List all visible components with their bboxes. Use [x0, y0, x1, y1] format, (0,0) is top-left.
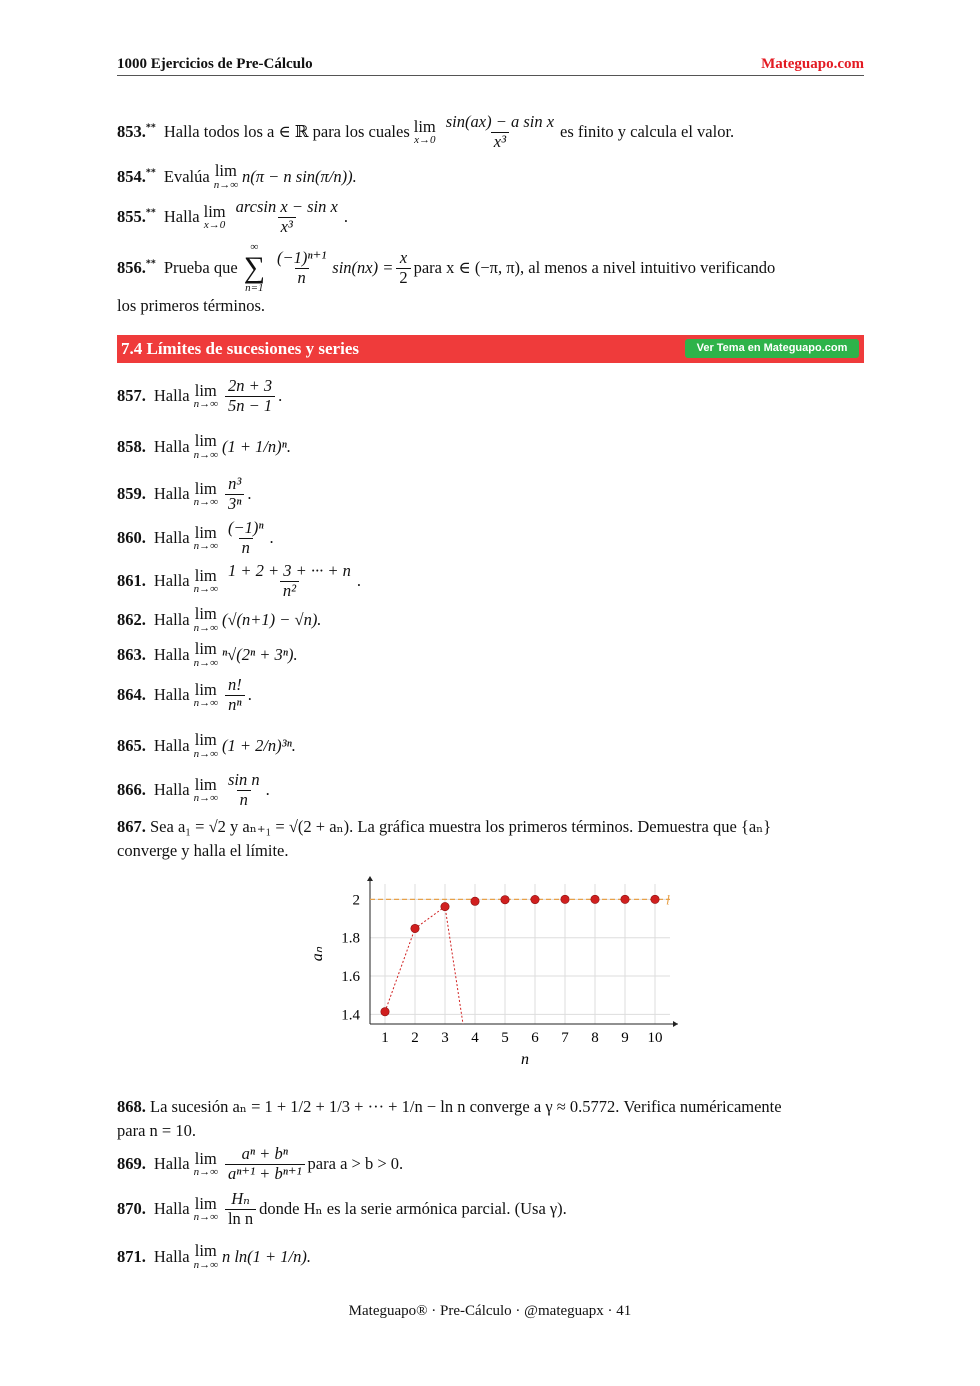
limit-operator: lim n→∞	[193, 639, 218, 669]
x-tick-label: 9	[621, 1030, 629, 1046]
limit-operator: lim n→∞	[193, 774, 218, 805]
x-tick-label: 3	[441, 1030, 449, 1046]
y-axis-label: aₙ	[309, 946, 326, 962]
exercise-857: 857. Halla lim n→∞ $\frac{2n + 3}{5n - 1}$ .	[117, 376, 283, 415]
fraction: $\frac{\text{n³}}{\text{3ⁿ}}$	[225, 475, 244, 514]
limit-operator: lim x→0	[203, 201, 226, 232]
fraction: $\frac{2n + 3}{5n - 1}$	[225, 377, 275, 416]
exercise-number: 853.**	[117, 122, 156, 142]
exercise-868: 868. La sucesión aₙ = 1 + 1/2 + 1/3 + ··· + 1/n − ln n converge a γ ≈ 0.5772. Verifica numéricamente para n = 10.	[117, 1097, 782, 1140]
exercise-863: 863. Halla lim n→∞ ⁿ√(2ⁿ + 3ⁿ).	[117, 639, 298, 669]
y-tick-label: 1.4	[341, 1007, 360, 1024]
fraction: $\frac{\text{aⁿ + bⁿ}}{\text{aⁿ⁺¹ + bⁿ⁺¹}}$	[225, 1145, 305, 1184]
fraction: $\frac{\text{sin n}}{n}$	[227, 770, 260, 809]
exercise-text: Halla todos los a ∈ ℝ para los cuales	[163, 122, 410, 142]
limit-operator: lim n→∞	[193, 604, 218, 634]
exercise-number: 856.**	[117, 258, 156, 277]
data-point	[501, 896, 509, 904]
x-tick-label: 2	[411, 1030, 419, 1046]
data-point	[531, 895, 539, 903]
expression: n ln(1 + 1/n).	[221, 1246, 311, 1266]
fraction: $\frac{\text{sin(ax) − a sin x}}{\text{x³}}$	[445, 112, 555, 151]
fraction: $\frac{\text{(−1)ⁿ⁺¹}}{n}$	[277, 247, 327, 287]
limit-operator: lim n→∞	[193, 380, 218, 411]
exercise-861: 861. Halla lim n→∞ $\frac{1 + 2 + 3 + \cdot\cdot\cdot + n}{\text{n²}}$ .	[117, 561, 361, 600]
exercise-860: 860. Halla lim n→∞ $\frac{\text{(−1)ⁿ}}{n}$ .	[117, 518, 274, 557]
fraction: $\frac{x}{2}$	[396, 249, 410, 288]
limit-operator: lim n→∞	[193, 679, 218, 710]
x-tick-label: 1	[381, 1030, 389, 1046]
site-link[interactable]: Mateguapo.com	[761, 56, 864, 72]
exercise-869: 869. Halla lim n→∞ $\frac{\text{aⁿ + bⁿ}}{\text{aⁿ⁺¹ + bⁿ⁺¹}}$ para a > b > 0.	[117, 1144, 404, 1183]
y-tick-label: 1.6	[341, 969, 360, 986]
header-rule	[117, 75, 864, 76]
x-tick-label: 5	[501, 1030, 509, 1046]
fraction: $\frac{\text{Hₙ}}{\text{ln n}}$	[225, 1190, 256, 1229]
exercise-862: 862. Halla lim n→∞ (√(n+1) − √n).	[117, 604, 322, 634]
exercise-855: 855.** Halla lim x→0 $\frac{\text{arcsin x − sin x}}{\text{x³}}$ .	[117, 197, 348, 236]
limit-operator: lim n→∞	[193, 478, 218, 509]
limit-operator: lim n→∞	[193, 1193, 218, 1224]
page-footer: Mateguapo® · Pre-Cálculo · @mateguapx · 41	[348, 1303, 632, 1319]
fraction: $\frac{n!}{\text{nⁿ}}$	[225, 676, 245, 715]
exercise-854: 854.** Evalúa lim n→∞ n(π − n sin(π/n)).	[117, 161, 357, 191]
expression: (1 + 2/n)³ⁿ.	[221, 735, 296, 755]
limit-operator: lim n→∞	[193, 730, 218, 760]
limit-operator: lim n→∞	[213, 161, 239, 191]
exercise-864: 864. Halla lim n→∞ $\frac{n!}{\text{nⁿ}}$ .	[117, 675, 252, 714]
exercise-number: 855.**	[117, 207, 156, 227]
fraction: $\frac{\text{arcsin x − sin x}}{\text{x³}}$	[235, 197, 338, 236]
data-point	[381, 1008, 389, 1016]
expression: ⁿ√(2ⁿ + 3ⁿ).	[221, 644, 298, 664]
exercise-870: 870. Halla lim n→∞ $\frac{\text{Hₙ}}{\text{ln n}}$ donde Hₙ es la serie armónica parcial. (Usa γ).	[117, 1189, 567, 1228]
asymptote-label: l	[666, 893, 670, 909]
connector-line	[385, 907, 463, 1024]
section-title: 7.4 Límites de sucesiones y series	[121, 339, 359, 358]
y-tick-label: 1.8	[341, 930, 360, 947]
view-topic-button[interactable]: Ver Tema en Mateguapo.com	[685, 339, 859, 358]
expression: (1 + 1/n)ⁿ.	[221, 436, 291, 456]
book-title: 1000 Ejercicios de Pre-Cálculo	[117, 56, 313, 72]
limit-operator: lim n→∞	[193, 431, 218, 461]
data-point	[411, 924, 419, 932]
x-tick-label: 10	[647, 1030, 663, 1046]
x-tick-label: 4	[471, 1030, 479, 1046]
limit-operator: lim x→0	[413, 116, 436, 147]
x-axis-arrow	[673, 1021, 678, 1027]
exercise-858: 858. Halla lim n→∞ (1 + 1/n)ⁿ.	[117, 431, 291, 461]
fraction: $\frac{\text{(−1)ⁿ}}{n}$	[227, 518, 264, 557]
y-tick-label: 2	[352, 892, 360, 909]
expression: (√(n+1) − √n).	[221, 609, 322, 629]
data-point	[561, 895, 569, 903]
x-tick-label: 6	[531, 1030, 539, 1046]
fraction: $\frac{1 + 2 + 3 + \cdot\cdot\cdot + n}{\text{n²}}$	[227, 561, 351, 600]
exercise-859: 859. Halla lim n→∞ $\frac{\text{n³}}{\text{3ⁿ}}$ .	[117, 474, 252, 513]
limit-operator: lim n→∞	[193, 1241, 218, 1271]
limit-operator: lim n→∞	[193, 522, 218, 553]
data-point	[651, 895, 659, 903]
sequence-chart	[300, 872, 680, 1067]
x-axis-label: n	[521, 1051, 529, 1067]
y-axis-arrow	[367, 876, 373, 881]
limit-operator: lim n→∞	[193, 565, 218, 596]
exercise-853: 853.** Halla todos los a ∈ ℝ para los cuales lim x→0 $\frac{\text{sin(ax) − a sin x}}{\text{x³}}$ es finito y calcula el valor.	[117, 112, 735, 151]
exercise-866: 866. Halla lim n→∞ $\frac{\text{sin n}}{n}$ .	[117, 770, 270, 809]
x-tick-label: 8	[591, 1030, 599, 1046]
data-point	[621, 895, 629, 903]
data-point	[441, 902, 449, 910]
expression: n(π − n sin(π/n)).	[242, 166, 357, 186]
exercise-867: 867. Sea a₁ = √2 y aₙ₊₁ = √(2 + aₙ). La gráfica muestra los primeros términos. Demuestra que {aₙ} converge y halla el límite.	[117, 817, 772, 860]
data-point	[471, 897, 479, 905]
exercise-871: 871. Halla lim n→∞ n ln(1 + 1/n).	[117, 1241, 311, 1271]
exercise-number: 854.**	[117, 166, 156, 186]
sum-operator: ∞ ∑ n=1	[243, 241, 266, 294]
exercise-856-continued: los primeros términos.	[117, 296, 266, 315]
exercise-865: 865. Halla lim n→∞ (1 + 2/n)³ⁿ.	[117, 730, 296, 760]
data-point	[591, 895, 599, 903]
limit-operator: lim n→∞	[193, 1148, 218, 1179]
x-tick-label: 7	[561, 1030, 569, 1046]
exercise-856: 856.** Prueba que ∞ ∑ n=1 $\frac{\text{(−1)ⁿ⁺¹}}{n}$ sin(nx) = $\frac{x}{2}$ para x ∈ (−π, π), al menos a nivel intuitivo verificando	[117, 241, 776, 294]
